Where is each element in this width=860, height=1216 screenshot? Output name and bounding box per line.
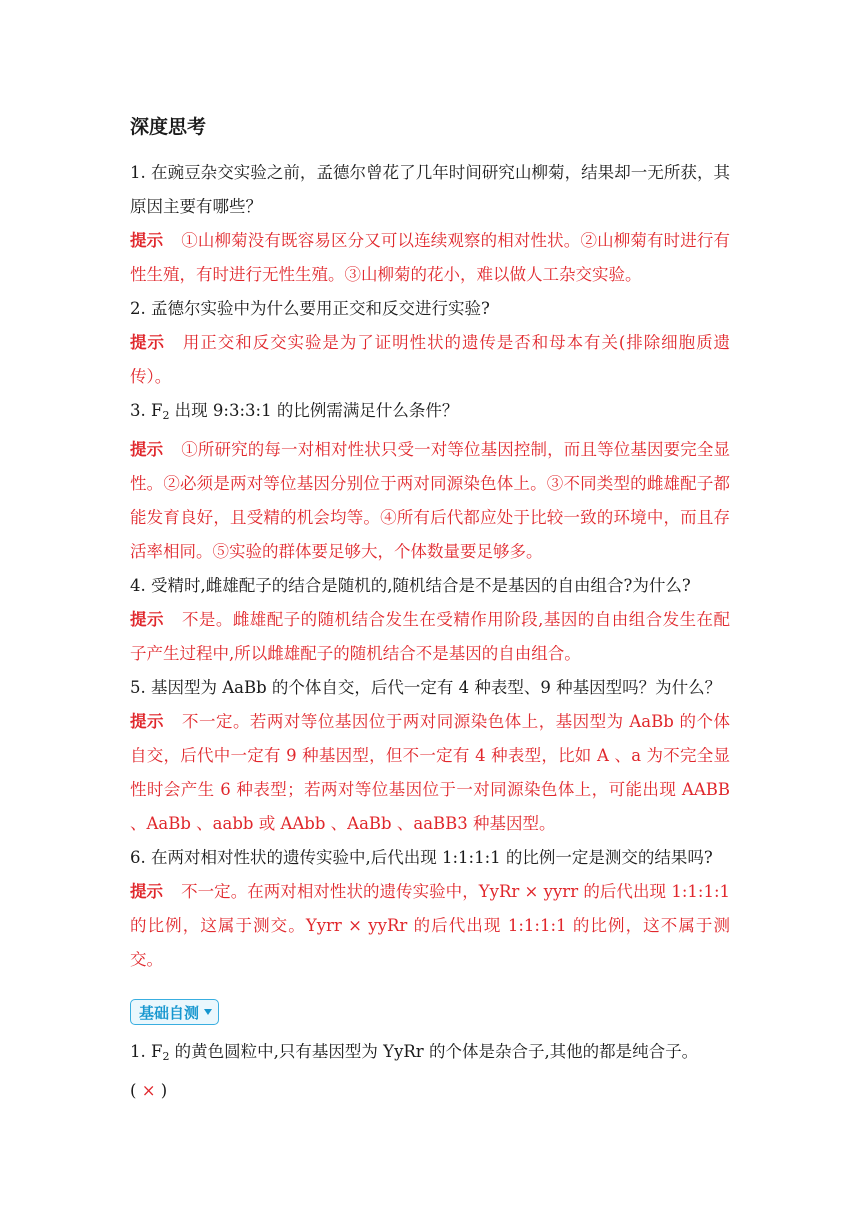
self-test-question-1-text: 的黄色圆粒中,只有基因型为 YyRr 的个体是杂合子,其他的都是纯合子。 [169,1042,699,1061]
answer-1-text: ①山柳菊没有既容易区分又可以连续观察的相对性状。②山柳菊有时进行有性生殖，有时进行无性生殖。③山柳菊的花小，难以做人工杂交实验。 [130,231,731,284]
self-test-question-1-prefix: 1. F [130,1042,163,1061]
self-test-header [130,999,730,1029]
answer-6 [130,875,730,977]
answer-3 [130,433,730,569]
answer-2 [130,326,730,394]
question-1: 1. 在豌豆杂交实验之前，孟德尔曾花了几年时间研究山柳菊，结果却一无所获，其原因主要有哪些？ [130,163,730,216]
answer-5 [130,705,730,841]
question-3-prefix: 3. F [130,401,163,420]
answer-1 [130,224,730,292]
document-page [130,112,730,1108]
self-test-question-1 [130,1035,730,1074]
question-6: 6. 在两对相对性状的遗传实验中,后代出现 1:1:1:1 的比例一定是测交的结果吗? [130,848,713,867]
triangle-down-icon [204,1009,212,1015]
question-3-subscript: 2 [162,409,170,422]
answer-2-text: 用正交和反交实验是为了证明性状的遗传是否和母本有关(排除细胞质遗传）。 [130,333,731,386]
question-2: 2. 孟德尔实验中为什么要用正交和反交进行实验? [130,299,490,318]
hint-label: 提示 [130,440,164,459]
self-test-question-1-subscript: 2 [162,1050,170,1063]
answer-4 [130,603,730,671]
answer-bracket-open: ( [130,1081,142,1100]
hint-label: 提示 [130,231,164,250]
answer-4-text: 不是。雌雄配子的随机结合发生在受精作用阶段,基因的自由组合发生在配子产生过程中,所以雌雄配子的随机结合不是基因的自由组合。 [130,610,731,663]
cross-mark-icon: × [141,1081,156,1100]
question-5: 5. 基因型为 AaBb 的个体自交，后代一定有 4 种表型、9 种基因型吗？为什么？ [130,678,722,697]
answer-5-text: 不一定。若两对等位基因位于两对同源染色体上，基因型为 AaBb 的个体自交，后代中一定有 9 种基因型，但不一定有 4 种表型，比如 A 、a 为不完全显性时会产生 6 种表型；若两对等位基因位于一对同源染色体上，可能出现 AABB 、AaBb 、aabb 或 AAbb 、AaBb 、aaBB3 种基因型。 [130,712,731,833]
hint-label: 提示 [130,712,164,731]
self-test-badge-label: 基础自测 [139,1003,200,1022]
answer-bracket-close: ) [155,1081,168,1100]
self-test-badge [130,999,219,1025]
question-3 [130,394,730,433]
answer-3-text: ①所研究的每一对相对性状只受一对等位基因控制，而且等位基因要完全显性。②必须是两对等位基因分别位于两对同源染色体上。③不同类型的雌雄配子都能发育良好，且受精的机会均等。④所有后代都应处于比较一致的环境中，而且存活率相同。⑤实验的群体要足够大，个体数量要足够多。 [130,440,731,561]
hint-label: 提示 [130,610,164,629]
question-3-suffix: 出现 9:3:3:1 的比例需满足什么条件？ [169,401,459,420]
hint-label: 提示 [130,882,164,901]
section-title: 深度思考 [130,116,207,138]
self-test-answer-1 [130,1074,730,1108]
hint-label: 提示 [130,333,165,352]
answer-6-text: 不一定。在两对相对性状的遗传实验中，YyRr × yyrr 的后代出现 1:1:1:1 的比例，这属于测交。Yyrr × yyRr 的后代出现 1:1:1:1 的比例，这不属于测交。 [130,882,730,969]
question-4: 4. 受精时,雌雄配子的结合是随机的,随机结合是不是基因的自由组合?为什么? [130,576,691,595]
